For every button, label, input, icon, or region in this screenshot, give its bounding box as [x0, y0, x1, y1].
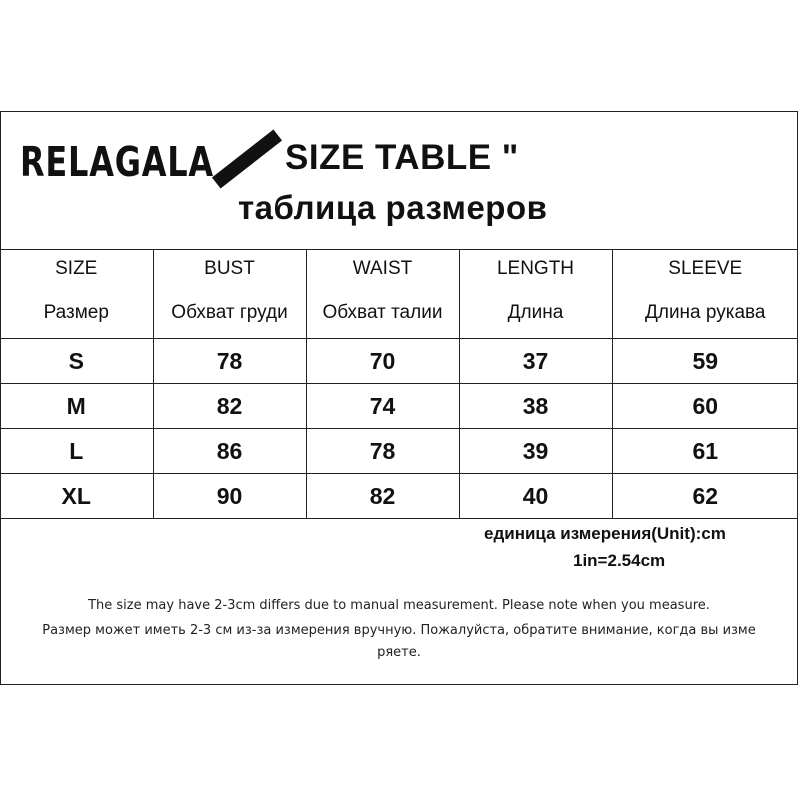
sleeve-cell: 59: [612, 339, 798, 384]
waist-cell: 74: [306, 384, 459, 429]
length-cell: 37: [459, 339, 612, 384]
header-cell-waist: [306, 250, 459, 339]
header-label-ru: Размер: [43, 302, 109, 323]
inch-conversion-note: 1in=2.54cm: [573, 551, 666, 570]
waist-cell: 82: [306, 474, 459, 519]
sleeve-cell: 60: [612, 384, 798, 429]
header-label-ru: Обхват груди: [171, 302, 288, 323]
header-label-en: BUST: [204, 258, 255, 279]
header-label-ru: Длина: [507, 302, 564, 323]
bust-cell: 90: [153, 474, 306, 519]
size-cell: M: [0, 384, 153, 429]
header-cell-bust: [153, 250, 306, 339]
unit-note: единица измерения(Unit):cm: [484, 524, 726, 543]
header-label-en: SLEEVE: [668, 258, 743, 279]
table-row: [0, 339, 798, 384]
header-label-en: SIZE: [55, 258, 98, 279]
length-cell: 39: [459, 429, 612, 474]
disclaimer-russian-line1: Размер может иметь 2-3 см из-за измерения вручную. Пожалуйста, обратите внимание, когда вы изме: [42, 623, 756, 638]
table-row: [0, 474, 798, 519]
header-label-ru: Длина рукава: [644, 302, 766, 323]
disclaimer-english: The size may have 2-3cm differs due to manual measurement. Please note when you measure.: [88, 598, 710, 613]
header-label-ru: Обхват талии: [322, 302, 443, 323]
header-label-en: LENGTH: [496, 258, 575, 279]
bust-cell: 86: [153, 429, 306, 474]
title-russian: таблица размеров: [238, 189, 548, 226]
sleeve-cell: 61: [612, 429, 798, 474]
brand-logo: RELAGALA: [20, 138, 214, 186]
header-cell-sleeve: [612, 250, 798, 339]
waist-cell: 70: [306, 339, 459, 384]
size-cell: L: [0, 429, 153, 474]
header-cell-length: [459, 250, 612, 339]
header-label-en: WAIST: [352, 258, 413, 279]
bust-cell: 82: [153, 384, 306, 429]
table-header-row: [0, 250, 798, 339]
size-cell: XL: [0, 474, 153, 519]
header-cell-size: [0, 250, 153, 339]
length-cell: 40: [459, 474, 612, 519]
table-row: [0, 429, 798, 474]
sleeve-cell: 62: [612, 474, 798, 519]
waist-cell: 78: [306, 429, 459, 474]
size-table: [0, 249, 798, 519]
size-cell: S: [0, 339, 153, 384]
length-cell: 38: [459, 384, 612, 429]
disclaimer-russian-line2: ряете.: [377, 645, 421, 660]
table-row: [0, 384, 798, 429]
title-english: SIZE TABLE ": [285, 138, 519, 177]
bust-cell: 78: [153, 339, 306, 384]
